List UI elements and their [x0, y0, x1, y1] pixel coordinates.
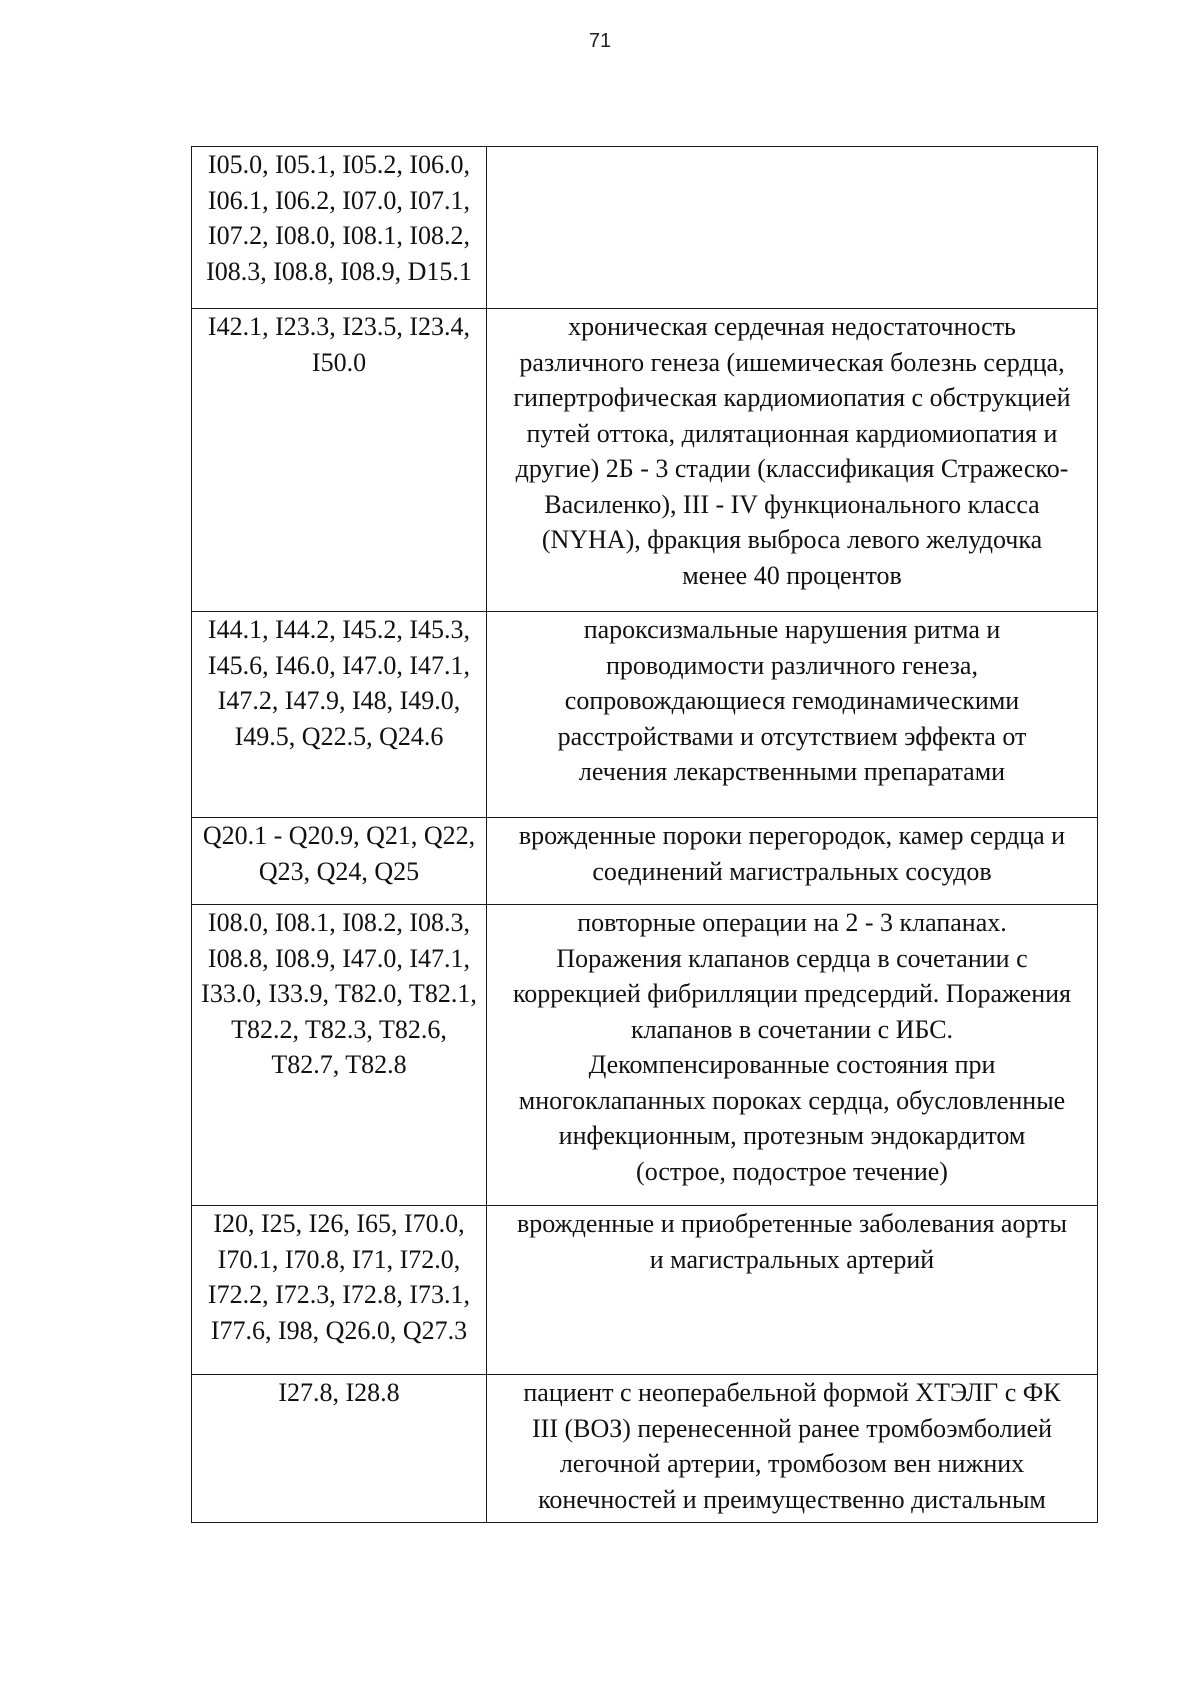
codes-line: Q20.1 - Q20.9, Q21, Q22,: [202, 821, 476, 850]
codes-line: I20, I25, I26, I65, I70.0,: [213, 1209, 465, 1238]
description-cell: [487, 612, 1098, 818]
table-row: [192, 147, 1098, 309]
codes-line: I27.8, I28.8: [278, 1378, 400, 1407]
description-line: соединений магистральных сосудов: [592, 856, 992, 886]
description-cell: [487, 905, 1098, 1206]
codes-line: I08.0, I08.1, I08.2, I08.3,: [207, 908, 471, 937]
description-line: Декомпенсированные состояния при: [588, 1050, 996, 1079]
codes-line: I08.8, I08.9, I47.0, I47.1,: [207, 943, 471, 973]
description-line: клапанов в сочетании с ИБС.: [630, 1014, 954, 1044]
description-line: пароксизмальные нарушения ритма и: [583, 615, 1001, 644]
codes-cell: [192, 309, 487, 612]
codes-line: T82.2, T82.3, T82.6,: [231, 1014, 447, 1044]
description-line: различного генеза (ишемическая болезнь сердца,: [519, 347, 1065, 377]
codes-cell: [192, 905, 487, 1206]
codes-line: I50.0: [311, 347, 367, 377]
description-line: конечностей и преимущественно дистальным: [538, 1484, 1046, 1514]
table-row: [192, 1375, 1098, 1523]
description-cell: [487, 147, 1098, 309]
table-row: [192, 1206, 1098, 1375]
description-line: сопровождающиеся гемодинамическими: [564, 686, 1020, 715]
description-line: хроническая сердечная недостаточность: [568, 312, 1016, 341]
description-line: легочной артерии, тромбозом вен нижних: [559, 1449, 1025, 1478]
description-line: другие) 2Б - 3 стадии (классификация Стражеско-: [515, 454, 1069, 483]
codes-line: I44.1, I44.2, I45.2, I45.3,: [207, 615, 471, 644]
description-line: (острое, подострое течение): [636, 1156, 948, 1186]
codes-line: I33.0, I33.9, T82.0, T82.1,: [201, 979, 477, 1008]
description-cell: [487, 1206, 1098, 1375]
codes-cell: [192, 612, 487, 818]
description-line: инфекционным, протезным эндокардитом: [558, 1121, 1026, 1150]
description-line: врожденные и приобретенные заболевания аорты: [517, 1209, 1067, 1238]
table-row: [192, 612, 1098, 818]
codes-cell: [192, 1375, 487, 1523]
description-line: проводимости различного генеза,: [606, 650, 978, 680]
description-line: врожденные пороки перегородок, камер сердца и: [518, 821, 1066, 850]
codes-line: I05.0, I05.1, I05.2, I06.0,: [207, 150, 471, 179]
codes-line: I49.5, Q22.5, Q24.6: [234, 721, 444, 751]
description-cell: [487, 1375, 1098, 1523]
codes-line: I06.1, I06.2, I07.0, I07.1,: [207, 185, 471, 215]
description-line: коррекцией фибрилляции предсердий. Поражения: [512, 979, 1072, 1008]
description-line: многоклапанных пороках сердца, обусловленные: [518, 1085, 1066, 1115]
codes-line: I72.2, I72.3, I72.8, I73.1,: [207, 1280, 471, 1309]
codes-line: Q23, Q24, Q25: [258, 856, 420, 886]
codes-line: I70.1, I70.8, I71, I72.0,: [217, 1244, 461, 1274]
description-line: лечения лекарственными препаратами: [578, 757, 1006, 786]
codes-line: I47.2, I47.9, I48, I49.0,: [217, 686, 461, 715]
table-row: [192, 818, 1098, 905]
codes-line: I07.2, I08.0, I08.1, I08.2,: [207, 221, 471, 250]
table-row: [192, 309, 1098, 612]
description-line: повторные операции на 2 - 3 клапанах.: [577, 908, 1007, 937]
codes-cell: [192, 147, 487, 309]
codes-table: [191, 146, 1098, 1523]
page-number: 71: [588, 30, 612, 52]
codes-cell: [192, 1206, 487, 1375]
description-cell: [487, 818, 1098, 905]
codes-line: T82.7, T82.8: [271, 1050, 407, 1079]
description-line: и магистральных артерий: [649, 1244, 935, 1274]
codes-line: I42.1, I23.3, I23.5, I23.4,: [207, 312, 471, 341]
codes-line: I45.6, I46.0, I47.0, I47.1,: [207, 650, 471, 680]
description-line: гипертрофическая кардиомиопатия с обструкцией: [513, 383, 1071, 412]
description-cell: [487, 309, 1098, 612]
table-row: [192, 905, 1098, 1206]
codes-line: I08.3, I08.8, I08.9, D15.1: [206, 256, 472, 286]
description-line: путей оттока, дилятационная кардиомиопатия и: [526, 418, 1058, 448]
codes-cell: [192, 818, 487, 905]
description-line: пациент с неоперабельной формой ХТЭЛГ с ФК: [523, 1378, 1061, 1407]
description-line: (NYHA), фракция выброса левого желудочка: [541, 525, 1043, 554]
description-line: расстройствами и отсутствием эффекта от: [557, 721, 1027, 751]
description-line: менее 40 процентов: [682, 560, 902, 590]
description-line: Поражения клапанов сердца в сочетании с: [556, 943, 1028, 973]
codes-line: I77.6, I98, Q26.0, Q27.3: [210, 1315, 468, 1345]
description-line: Василенко), III - IV функционального класса: [544, 489, 1040, 519]
description-line: III (ВОЗ) перенесенной ранее тромбоэмболией: [532, 1413, 1052, 1443]
